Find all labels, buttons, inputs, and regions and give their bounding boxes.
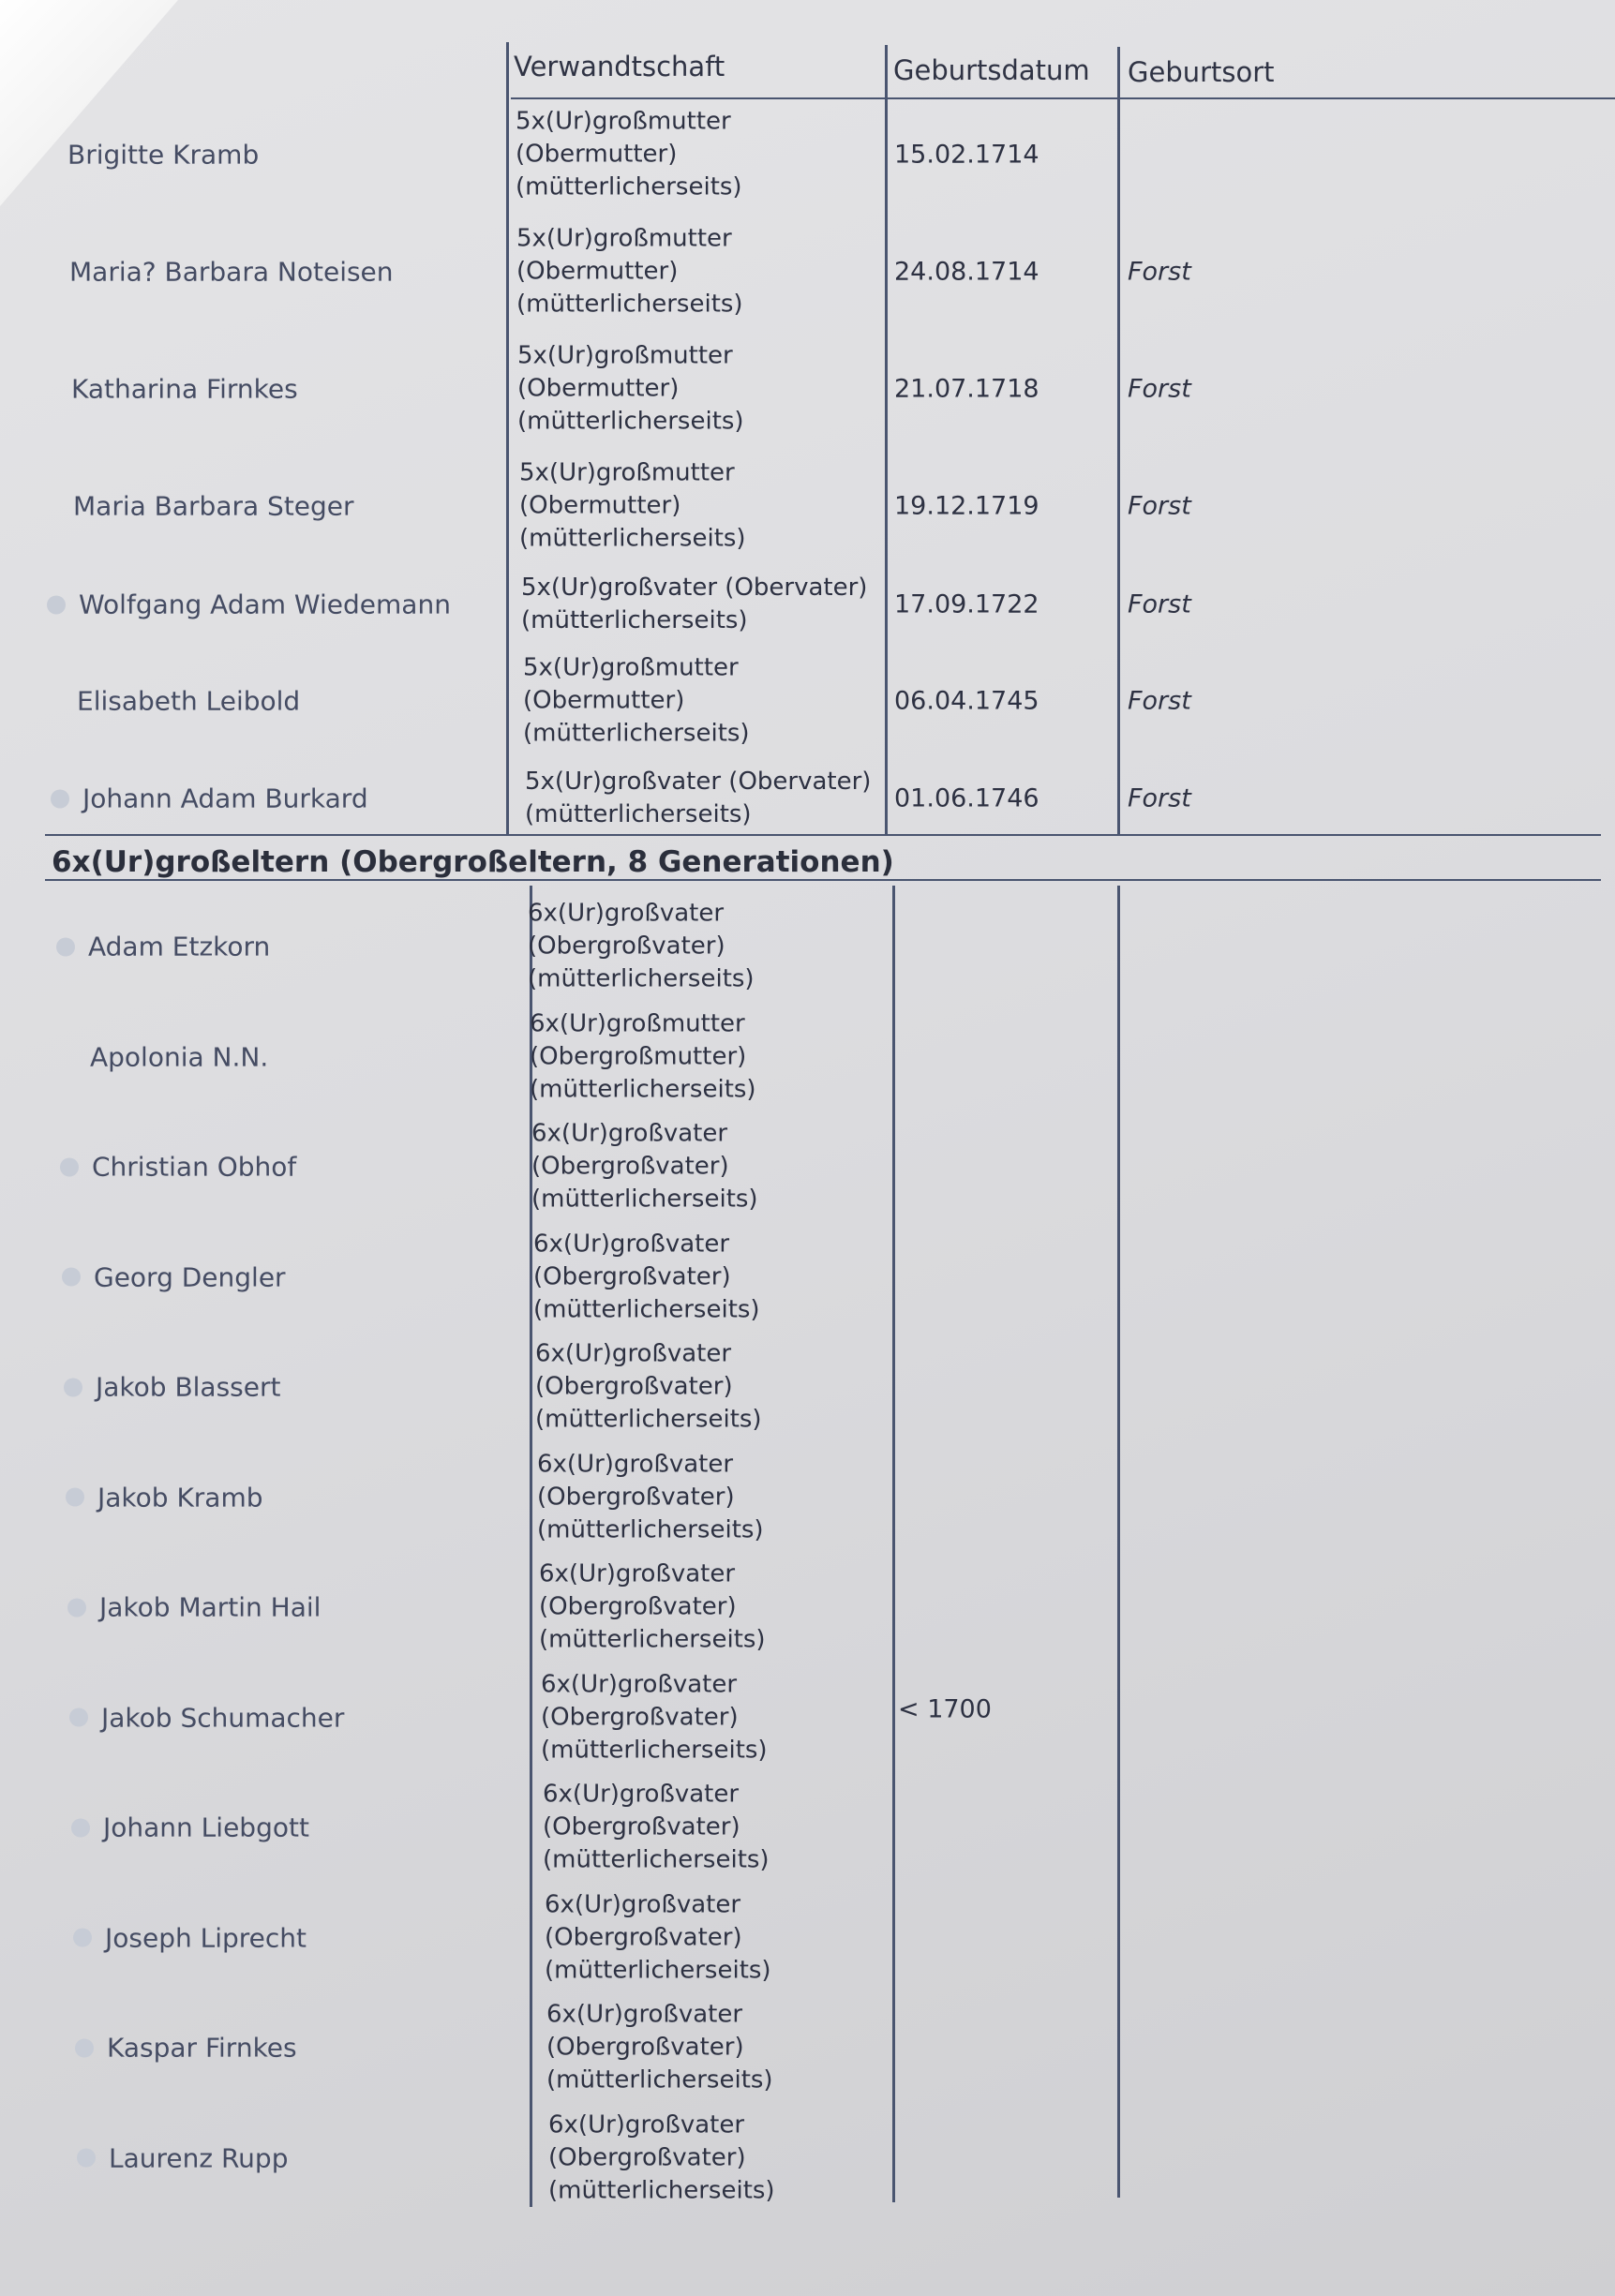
person-name: [67, 140, 259, 171]
bullet-dot-icon: [73, 1929, 92, 1947]
relation-cell: 6x(Ur)großvater (Obergroßvater) (mütterlicherseits): [528, 899, 755, 993]
person-name-text: Katharina Firnkes: [71, 373, 298, 405]
bullet-dot-icon: [75, 2038, 94, 2057]
person-name: [64, 1372, 280, 1403]
relation-cell: 6x(Ur)großvater (Obergroßvater) (mütterlicherseits): [533, 1230, 760, 1323]
birthdate-cell: 06.04.1745: [894, 686, 1039, 716]
person-name-text: Joseph Liprecht: [105, 1922, 307, 1953]
relation-cell: 6x(Ur)großvater (Obergroßvater) (mütterlicherseits): [531, 1119, 758, 1214]
person-name-text: Johann Liebgott: [103, 1811, 309, 1843]
relation-cell: 6x(Ur)großvater (Obergroßvater) (mütterlicherseits): [539, 1559, 766, 1654]
bullet-dot-icon: [51, 789, 69, 808]
birthdate-cell: 24.08.1714: [894, 257, 1039, 287]
bullet-dot-icon: [67, 1598, 86, 1617]
person-name: [75, 2033, 297, 2064]
birthplace-cell: Forst: [1128, 491, 1191, 521]
relation-cell: 5x(Ur)großmutter (Obermutter) (mütterlicherseits): [517, 341, 744, 436]
birthplace-cell: Forst: [1128, 686, 1191, 716]
bullet-dot-icon: [62, 1268, 81, 1287]
person-name: [71, 1812, 309, 1843]
shared-birthdate: < 1700: [898, 1694, 992, 1724]
section-title-6x: 6x(Ur)großeltern (Obergroßeltern, 8 Generationen): [52, 845, 894, 879]
bullet-dot-icon: [64, 1378, 82, 1396]
relation-cell: 6x(Ur)großvater (Obergroßvater) (mütterlicherseits): [537, 1450, 764, 1543]
person-name-text: Jakob Martin Hail: [99, 1591, 322, 1623]
relation-cell: 6x(Ur)großvater (Obergroßvater) (mütterlicherseits): [535, 1339, 762, 1434]
relation-cell: 5x(Ur)großmutter (Obermutter) (mütterlicherseits): [519, 458, 746, 553]
person-name: [51, 783, 368, 814]
bullet-dot-icon: [66, 1488, 84, 1507]
person-name-text: Wolfgang Adam Wiedemann: [79, 589, 451, 620]
header-underline: [511, 97, 1615, 99]
header-birthdate: Geburtsdatum: [893, 54, 1090, 86]
person-name-text: Brigitte Kramb: [67, 139, 260, 171]
birthdate-cell: 17.09.1722: [894, 589, 1039, 619]
person-name: [47, 589, 451, 620]
birthplace-cell: Forst: [1128, 783, 1191, 813]
section-divider-top: [45, 834, 1601, 836]
birthdate-cell: 01.06.1746: [894, 783, 1039, 813]
bullet-dot-icon: [69, 1708, 88, 1727]
section-divider-bottom: [45, 879, 1601, 881]
header-relation: Verwandtschaft: [514, 51, 725, 82]
person-name-text: Jakob Blassert: [96, 1371, 281, 1403]
birthplace-cell: Forst: [1128, 589, 1191, 619]
bullet-dot-icon: [77, 2149, 96, 2168]
person-name-text: Maria Barbara Steger: [73, 490, 354, 522]
bullet-dot-icon: [71, 1818, 90, 1837]
bullet-dot-icon: [47, 595, 66, 614]
header-birthplace: Geburtsort: [1128, 56, 1275, 88]
person-name: [67, 1592, 321, 1623]
relation-cell: 5x(Ur)großmutter (Obermutter) (mütterlicherseits): [523, 653, 750, 748]
column-divider-birthdate: [885, 45, 888, 836]
bullet-dot-icon: [60, 1157, 79, 1176]
person-name: [69, 1702, 344, 1733]
person-name: [77, 686, 300, 717]
relation-cell: 6x(Ur)großvater (Obergroßvater) (mütterlicherseits): [543, 1780, 770, 1874]
birthplace-cell: Forst: [1128, 257, 1191, 287]
person-name-text: Laurenz Rupp: [109, 2142, 289, 2173]
person-name: [58, 1041, 268, 1072]
person-name-text: Georg Dengler: [94, 1261, 286, 1292]
relation-cell: 6x(Ur)großmutter (Obergroßmutter) (mütterlicherseits): [530, 1009, 756, 1103]
birthdate-cell: 21.07.1718: [894, 374, 1039, 404]
person-name-text: Christian Obhof: [92, 1151, 297, 1183]
relation-cell: 5x(Ur)großvater (Obervater) (mütterlicherseits): [525, 768, 872, 828]
person-name-text: Johann Adam Burkard: [82, 783, 368, 814]
column-divider-relation: [506, 42, 509, 836]
person-name: [73, 491, 354, 522]
person-name: [60, 1152, 296, 1183]
person-name: [69, 257, 394, 288]
relation-cell: 6x(Ur)großvater (Obergroßvater) (mütterlicherseits): [546, 2000, 773, 2095]
birthdate-cell: 19.12.1719: [894, 491, 1039, 521]
birthdate-cell: 15.02.1714: [894, 140, 1039, 170]
person-name: [62, 1261, 286, 1292]
column-divider-birthdate-lower: [892, 886, 895, 2202]
relation-cell: 5x(Ur)großmutter (Obermutter) (mütterlicherseits): [516, 224, 743, 319]
person-name-text: Adam Etzkorn: [88, 931, 271, 962]
relation-cell: 6x(Ur)großvater (Obergroßvater) (mütterlicherseits): [548, 2110, 775, 2204]
person-name-text: Elisabeth Leibold: [77, 685, 301, 717]
person-name: [77, 2142, 288, 2173]
person-name: [71, 374, 298, 405]
person-name: [56, 932, 270, 962]
person-name-text: Apolonia N.N.: [90, 1041, 269, 1072]
person-name-text: Kaspar Firnkes: [107, 2032, 297, 2064]
relation-cell: 5x(Ur)großmutter (Obermutter) (mütterlicherseits): [516, 107, 742, 201]
person-name-text: Jakob Schumacher: [101, 1702, 345, 1733]
column-divider-birthplace: [1117, 47, 1120, 836]
folded-page-corner: [0, 0, 178, 206]
person-name-text: Maria? Barbara Noteisen: [69, 256, 394, 288]
person-name-text: Jakob Kramb: [97, 1482, 263, 1513]
bullet-dot-icon: [56, 937, 75, 956]
person-name: [73, 1922, 307, 1953]
column-divider-birthplace-lower: [1117, 886, 1120, 2198]
relation-cell: 6x(Ur)großvater (Obergroßvater) (mütterlicherseits): [541, 1670, 768, 1764]
relation-cell: 5x(Ur)großvater (Obervater) (mütterlicherseits): [521, 574, 868, 634]
birthplace-cell: Forst: [1128, 374, 1191, 404]
person-name: [66, 1482, 263, 1513]
relation-cell: 6x(Ur)großvater (Obergroßvater) (mütterlicherseits): [545, 1890, 771, 1984]
